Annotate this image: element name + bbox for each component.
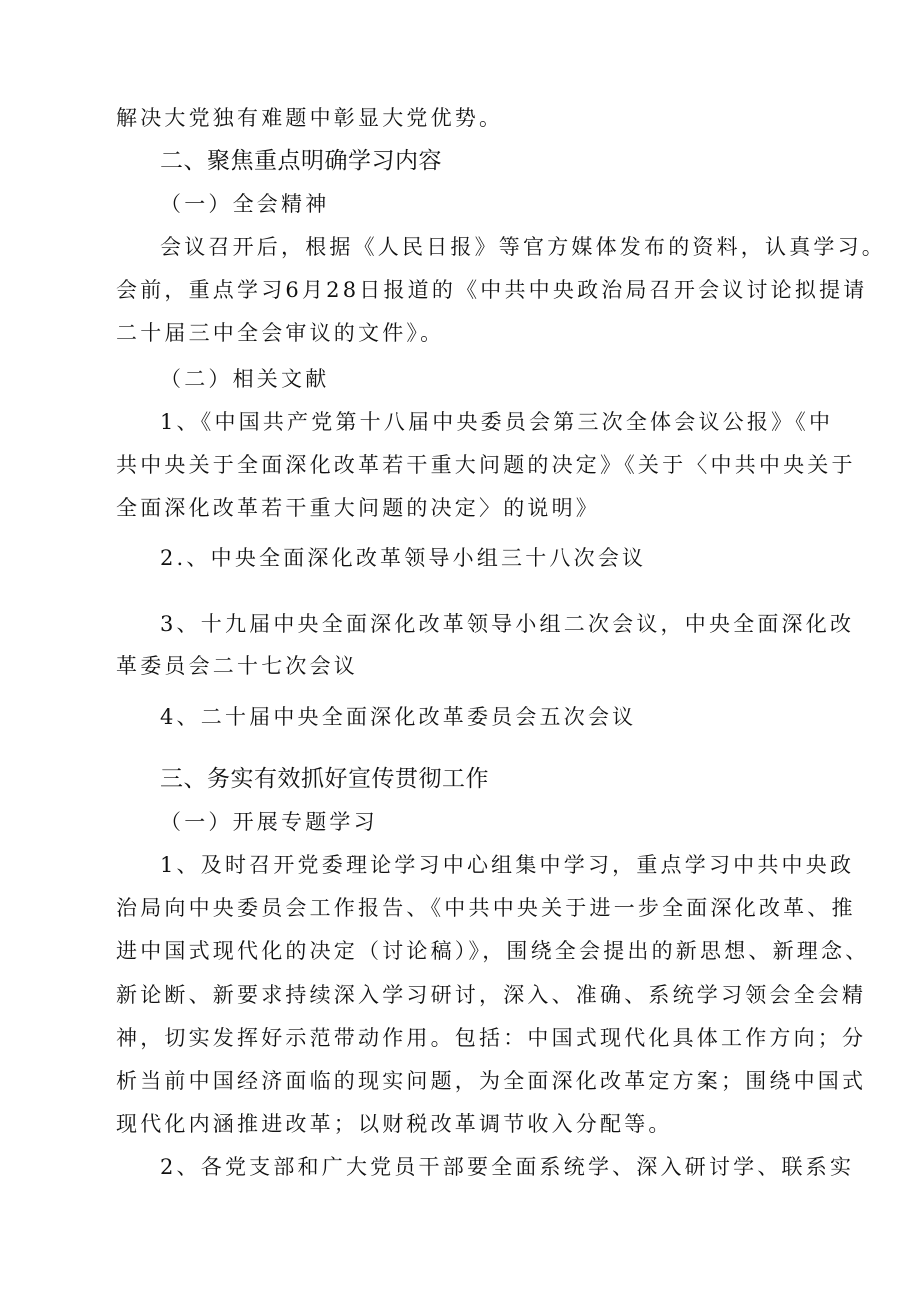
list-item-line: 析当前中国经济面临的现实问题，为全面深化改革定方案；围绕中国式 (116, 1069, 867, 1093)
subsection-heading: （一）开展专题学习 (160, 810, 378, 834)
list-item-line: 共中央关于全面深化改革若干重大问题的决定》《关于〈中共中央关于 (116, 453, 856, 477)
list-item-line: 1、《中国共产党第十八届中央委员会第三次全体会议公报》《中 (160, 410, 834, 434)
list-item-line: 全面深化改革若干重大问题的决定〉的说明》 (116, 496, 600, 520)
subsection-heading: （一）全会精神 (160, 192, 330, 216)
paragraph-line: 二十届三中全会审议的文件》。 (116, 321, 445, 345)
list-item-line: 2.、中央全面深化改革领导小组三十八次会议 (160, 546, 647, 570)
list-item-line: 4、二十届中央全面深化改革委员会五次会议 (160, 705, 637, 729)
list-item-line: 现代化内涵推进改革；以财税改革调节收入分配等。 (116, 1112, 673, 1136)
list-item-line: 治局向中央委员会工作报告、《中共中央关于进一步全面深化改革、推 (116, 896, 856, 920)
list-item-line: 1、及时召开党委理论学习中心组集中学习，重点学习中共中央政 (160, 853, 855, 877)
paragraph-line: 会前，重点学习6月28日报道的《中共中央政治局召开会议讨论拟提请 (116, 278, 868, 302)
subsection-heading: （二）相关文献 (160, 367, 330, 391)
list-item-line: 3、十九届中央全面深化改革领导小组二次会议，中央全面深化改 (160, 612, 855, 636)
section-heading-3: 三、务实有效抓好宣传贯彻工作 (160, 766, 489, 792)
list-item-line: 新论断、新要求持续深入学习研讨，深入、准确、系统学习领会全会精 (116, 983, 867, 1007)
section-heading-2: 二、聚焦重点明确学习内容 (160, 148, 442, 174)
list-item-line: 2、各党支部和广大党员干部要全面系统学、深入研讨学、联系实 (160, 1155, 855, 1179)
list-item-line: 进中国式现代化的决定（讨论稿）》，围绕全会提出的新思想、新理念、 (116, 939, 870, 963)
list-item-line: 革委员会二十七次会议 (116, 654, 358, 678)
list-item-line: 神，切实发挥好示范带动作用。包括：中国式现代化具体工作方向；分 (116, 1026, 867, 1050)
paragraph-line: 解决大党独有难题中彰显大党优势。 (116, 106, 504, 130)
paragraph-line: 会议召开后，根据《人民日报》等官方媒体发布的资料，认真学习。 (160, 235, 886, 259)
